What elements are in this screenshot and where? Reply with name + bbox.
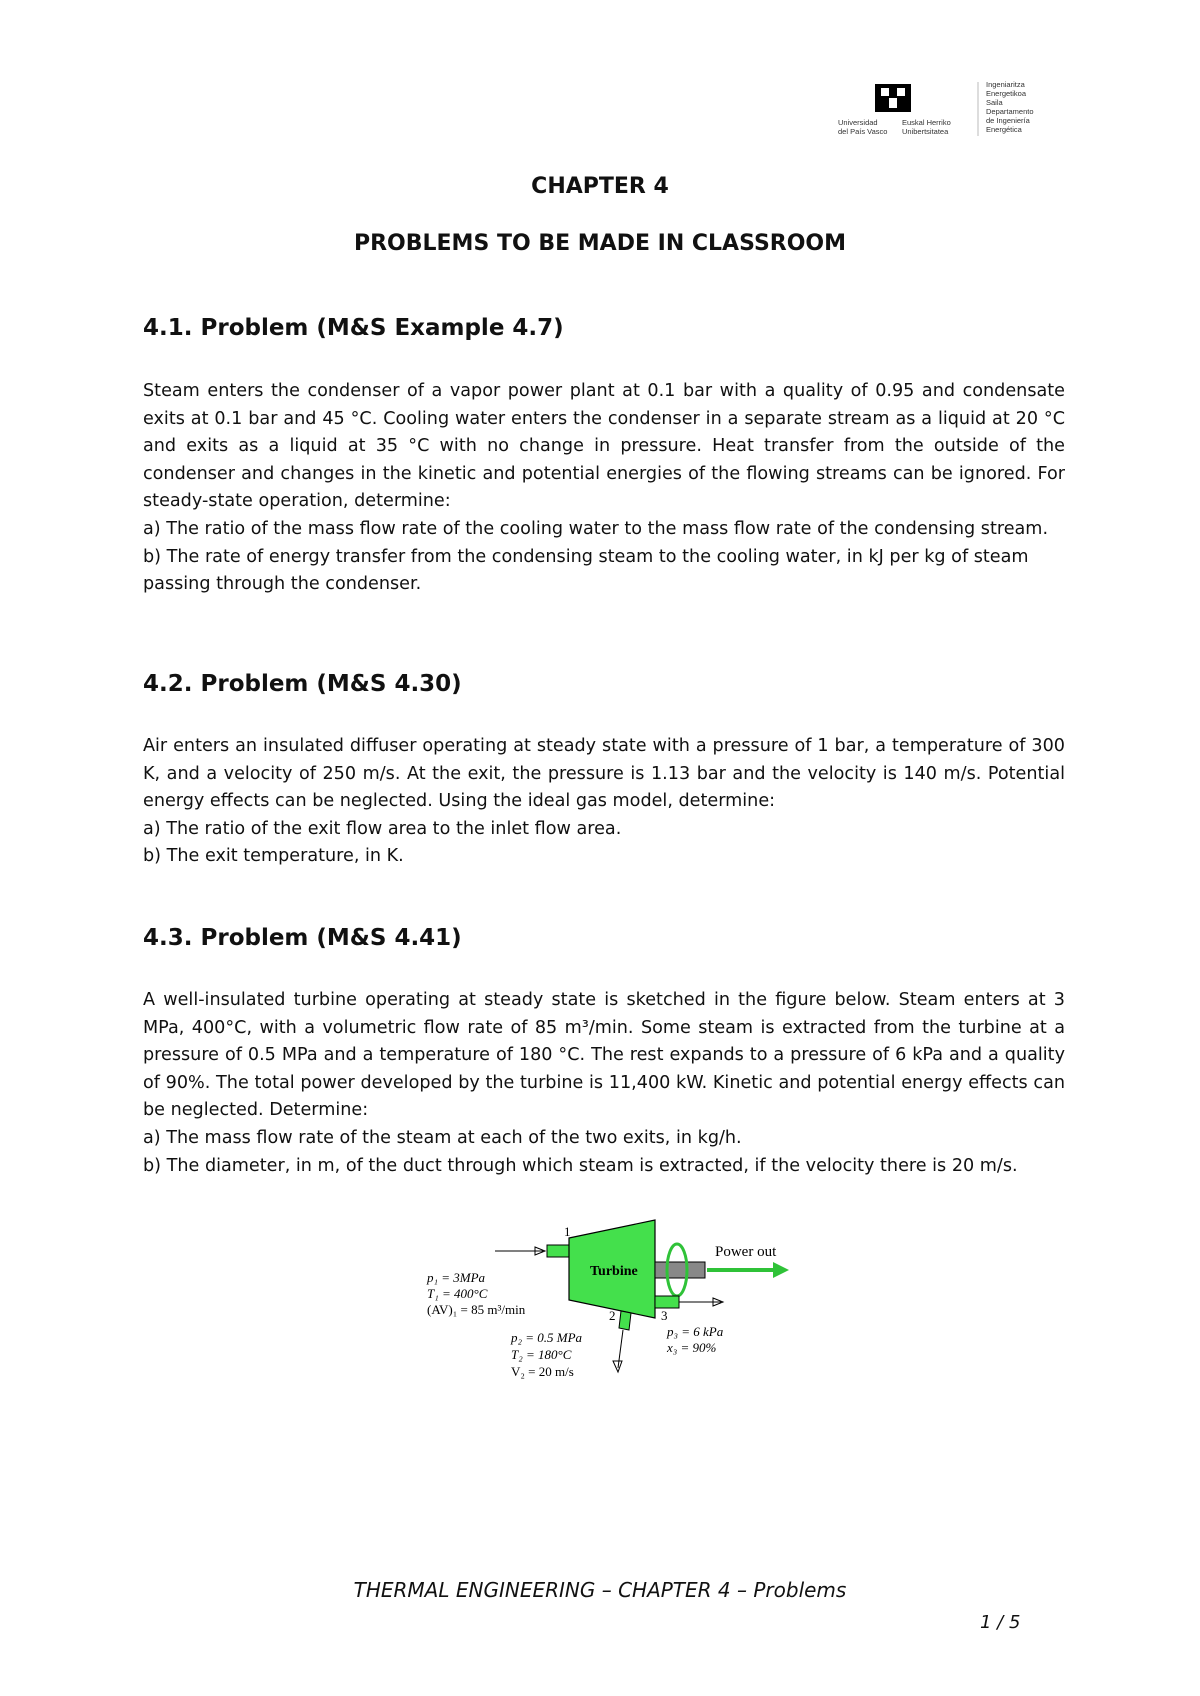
page-footer: THERMAL ENGINEERING – CHAPTER 4 – Problems xyxy=(353,1578,847,1602)
extract-temperature: T₂ = 180°C xyxy=(511,1347,572,1362)
problem-part-a: a) The ratio of the exit flow area to the inlet flow area. xyxy=(143,818,622,839)
turbine-label: Turbine xyxy=(590,1264,638,1279)
problem-part-a: a) The ratio of the mass flow rate of the cooling water to the mass flow rate of the condensing stream. xyxy=(143,518,1049,539)
state-1-label: 1 xyxy=(564,1224,571,1239)
page-number: 1 / 5 xyxy=(980,1612,1021,1633)
inlet-temperature: T₁ = 400°C xyxy=(427,1286,488,1301)
problem-part-a: a) The mass flow rate of the steam at each of the two exits, in kg/h. xyxy=(143,1127,742,1148)
inlet-pressure: p₁ = 3MPa xyxy=(427,1270,486,1285)
chapter-title: CHAPTER 4 xyxy=(531,174,669,199)
problem-4-2-title: 4.2. Problem (M&S 4.30) xyxy=(143,671,462,697)
extract-velocity: V₂ = 20 m/s xyxy=(511,1364,574,1379)
problem-part-b: b) The rate of energy transfer from the condensing steam to the cooling water, in kJ per kg of steam passing through the condenser. xyxy=(143,546,1029,595)
extraction-pipe xyxy=(619,1311,631,1330)
state-3-label: 3 xyxy=(661,1308,668,1323)
page-subtitle: PROBLEMS TO BE MADE IN CLASSROOM xyxy=(353,231,847,256)
exit-pressure: p₃ = 6 kPa xyxy=(667,1324,724,1339)
inlet-volumetric-flow: (AV)₁ = 85 m³/min xyxy=(427,1302,526,1317)
logo-university-eu: Euskal Herriko Unibertsitatea xyxy=(902,118,951,136)
power-out-label: Power out xyxy=(715,1244,777,1260)
problem-statement: Steam enters the condenser of a vapor power plant at 0.1 bar with a quality of 0.95 and condensate exits at 0.1 bar and 45 °C. Cooling water enters the condenser in a separate stream as a liquid at 20 °C and exits as a liquid at 35 °C with no change in pressure. Heat transfer from the outside of the condenser and changes in the kinetic and potential energies of the flowing streams can be ignored. For steady-state operation, determine: xyxy=(143,381,1065,512)
state-2-label: 2 xyxy=(609,1308,616,1323)
problem-statement: A well-insulated turbine operating at steady state is sketched in the figure below. Steam enters at 3 MPa, 400°C, with a volumetric flow rate of 85 m³/min. Some steam is extracted from the turbine at a pressure of 0.5 MPa and a temperature of 180 °C. The rest expands to a pressure of 6 kPa and a quality of 90%. The total power developed by the turbine is 11,400 kW. Kinetic and potential energy effects can be neglected. Determine: xyxy=(143,990,1065,1121)
logo-department: Ingeniaritza Energetikoa Saila Departamento de Ingeniería Energética xyxy=(986,80,1034,134)
problem-4-2-body xyxy=(143,733,1065,871)
problem-4-3-title: 4.3. Problem (M&S 4.41) xyxy=(143,925,462,951)
extraction-line xyxy=(618,1330,623,1368)
exit-pipe xyxy=(655,1296,679,1308)
exit-quality: x₃ = 90% xyxy=(667,1340,717,1355)
problem-4-1-title: 4.1. Problem (M&S Example 4.7) xyxy=(143,315,564,341)
shaft xyxy=(655,1262,705,1278)
extract-pressure: p₂ = 0.5 MPa xyxy=(511,1330,583,1345)
problem-part-b: b) The diameter, in m, of the duct through which steam is extracted, if the velocity there is 20 m/s. xyxy=(143,1155,1018,1176)
university-logo xyxy=(820,78,1070,140)
logo-university-es: Universidad del País Vasco xyxy=(838,118,888,136)
problem-4-1-body xyxy=(143,378,1065,599)
inlet-pipe xyxy=(547,1245,569,1257)
problem-statement: Air enters an insulated diffuser operating at steady state with a pressure of 1 bar, a temperature of 300 K, and a velocity of 250 m/s. At the exit, the pressure is 1.13 bar and the velocity is 140 m/s. Potential energy effects can be neglected. Using the ideal gas model, determine: xyxy=(143,736,1065,812)
power-arrow-icon xyxy=(773,1262,789,1278)
problem-4-3-body xyxy=(143,987,1065,1180)
extraction-arrow-icon xyxy=(613,1361,622,1372)
problem-part-b: b) The exit temperature, in K. xyxy=(143,846,404,867)
turbine-figure xyxy=(425,1218,805,1383)
